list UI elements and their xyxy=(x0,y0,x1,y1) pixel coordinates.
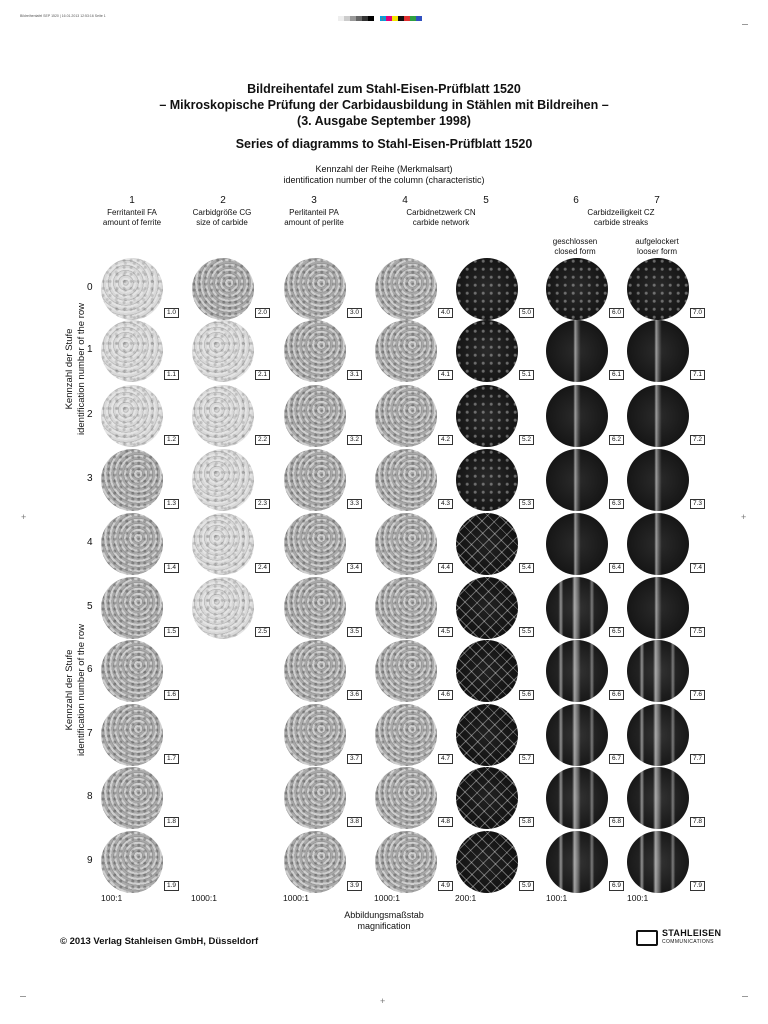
micrograph-label: 5.0 xyxy=(519,308,534,318)
micrograph-label: 7.9 xyxy=(690,881,705,891)
magnification-6: 100:1 xyxy=(546,893,568,903)
row-number-5: 5 xyxy=(87,601,93,612)
micrograph-7.4 xyxy=(627,513,689,575)
print-info: Bildreihentafel SEP 1520 | 16.01.2013 12:53:16 Seite 1 xyxy=(20,14,106,18)
micrograph-1.4 xyxy=(101,513,163,575)
micrograph-label: 1.1 xyxy=(164,370,179,380)
column-label-2: Carbidgröße CG size of carbide xyxy=(192,208,252,227)
micrograph-3.6 xyxy=(284,640,346,702)
subcolumn-looser: aufgelockert looser form xyxy=(635,237,679,256)
micrograph-label: 6.5 xyxy=(609,627,624,637)
row-number-6: 6 xyxy=(87,664,93,675)
micrograph-label: 1.2 xyxy=(164,435,179,445)
micrograph-label: 7.8 xyxy=(690,817,705,827)
micrograph-label: 7.0 xyxy=(690,308,705,318)
column-label-6: Carbidzeiligkeit CZ carbide streaks xyxy=(587,208,655,227)
micrograph-2.1 xyxy=(192,320,254,382)
micrograph-3.3 xyxy=(284,449,346,511)
micrograph-label: 4.9 xyxy=(438,881,453,891)
micrograph-7.6 xyxy=(627,640,689,702)
magnification-caption: Abbildungsmaßstab magnification xyxy=(344,910,424,931)
column-number-2: 2 xyxy=(220,195,226,206)
row-axis-label-top: Kennzahl der Stufe identification number of the row xyxy=(64,302,87,436)
micrograph-label: 6.7 xyxy=(609,754,624,764)
micrograph-7.7 xyxy=(627,704,689,766)
row-number-1: 1 xyxy=(87,344,93,355)
micrograph-3.8 xyxy=(284,767,346,829)
micrograph-label: 3.9 xyxy=(347,881,362,891)
title-line1: Bildreihentafel zum Stahl-Eisen-Prüfblatt 1520 xyxy=(247,82,521,96)
micrograph-label: 3.3 xyxy=(347,499,362,509)
micrograph-5.5 xyxy=(456,577,518,639)
micrograph-6.2 xyxy=(546,385,608,447)
micrograph-7.2 xyxy=(627,385,689,447)
micrograph-label: 5.9 xyxy=(519,881,534,891)
micrograph-6.1 xyxy=(546,320,608,382)
crop-mark xyxy=(742,24,748,25)
micrograph-label: 4.3 xyxy=(438,499,453,509)
micrograph-label: 1.8 xyxy=(164,817,179,827)
micrograph-label: 4.8 xyxy=(438,817,453,827)
micrograph-4.2 xyxy=(375,385,437,447)
micrograph-label: 4.5 xyxy=(438,627,453,637)
crop-mark xyxy=(742,996,748,997)
micrograph-label: 6.6 xyxy=(609,690,624,700)
row-number-4: 4 xyxy=(87,537,93,548)
micrograph-7.9 xyxy=(627,831,689,893)
micrograph-4.6 xyxy=(375,640,437,702)
subtitle-en: identification number of the column (characteristic) xyxy=(283,175,485,185)
magnification-4: 1000:1 xyxy=(374,893,400,903)
stahleisen-logo: STAHLEISEN COMMUNICATIONS xyxy=(636,929,721,947)
title-line2: – Mikroskopische Prüfung der Carbidausbildung in Stählen mit Bildreihen – xyxy=(159,98,609,112)
micrograph-label: 5.5 xyxy=(519,627,534,637)
micrograph-6.8 xyxy=(546,767,608,829)
column-number-1: 1 xyxy=(129,195,135,206)
subtitle-de: Kennzahl der Reihe (Merkmalsart) xyxy=(315,164,453,174)
micrograph-4.8 xyxy=(375,767,437,829)
micrograph-label: 4.6 xyxy=(438,690,453,700)
micrograph-1.3 xyxy=(101,449,163,511)
micrograph-6.0 xyxy=(546,258,608,320)
micrograph-2.5 xyxy=(192,577,254,639)
micrograph-label: 7.1 xyxy=(690,370,705,380)
micrograph-label: 4.4 xyxy=(438,563,453,573)
micrograph-3.2 xyxy=(284,385,346,447)
micrograph-5.9 xyxy=(456,831,518,893)
micrograph-7.8 xyxy=(627,767,689,829)
logo-mark-icon xyxy=(636,930,658,946)
micrograph-5.7 xyxy=(456,704,518,766)
micrograph-label: 1.3 xyxy=(164,499,179,509)
micrograph-label: 3.1 xyxy=(347,370,362,380)
micrograph-label: 2.1 xyxy=(255,370,270,380)
micrograph-label: 5.8 xyxy=(519,817,534,827)
magnification-7: 100:1 xyxy=(627,893,649,903)
micrograph-3.5 xyxy=(284,577,346,639)
micrograph-label: 7.5 xyxy=(690,627,705,637)
micrograph-label: 5.4 xyxy=(519,563,534,573)
micrograph-7.3 xyxy=(627,449,689,511)
column-label-1: Ferritanteil FA amount of ferrite xyxy=(102,208,162,227)
row-axis-label-bottom: Kennzahl der Stufe identification number of the row xyxy=(64,623,87,757)
micrograph-3.0 xyxy=(284,258,346,320)
micrograph-4.3 xyxy=(375,449,437,511)
column-number-5: 5 xyxy=(483,195,489,206)
row-number-0: 0 xyxy=(87,282,93,293)
micrograph-6.6 xyxy=(546,640,608,702)
micrograph-label: 7.7 xyxy=(690,754,705,764)
micrograph-1.7 xyxy=(101,704,163,766)
micrograph-label: 6.4 xyxy=(609,563,624,573)
micrograph-5.3 xyxy=(456,449,518,511)
micrograph-label: 6.0 xyxy=(609,308,624,318)
micrograph-label: 1.6 xyxy=(164,690,179,700)
micrograph-6.7 xyxy=(546,704,608,766)
title-en: Series of diagramms to Stahl-Eisen-Prüfblatt 1520 xyxy=(235,137,533,151)
micrograph-1.0 xyxy=(101,258,163,320)
micrograph-label: 5.2 xyxy=(519,435,534,445)
registration-mark-icon: + xyxy=(741,512,747,522)
micrograph-1.9 xyxy=(101,831,163,893)
micrograph-label: 3.7 xyxy=(347,754,362,764)
magnification-5: 200:1 xyxy=(455,893,477,903)
micrograph-label: 3.6 xyxy=(347,690,362,700)
micrograph-label: 4.0 xyxy=(438,308,453,318)
micrograph-4.4 xyxy=(375,513,437,575)
micrograph-label: 6.9 xyxy=(609,881,624,891)
micrograph-label: 6.8 xyxy=(609,817,624,827)
column-number-4: 4 xyxy=(402,195,408,206)
column-label-4: Carbidnetzwerk CN carbide network xyxy=(406,208,476,227)
micrograph-2.4 xyxy=(192,513,254,575)
micrograph-1.6 xyxy=(101,640,163,702)
micrograph-label: 2.0 xyxy=(255,308,270,318)
micrograph-5.2 xyxy=(456,385,518,447)
micrograph-4.5 xyxy=(375,577,437,639)
micrograph-7.1 xyxy=(627,320,689,382)
row-number-7: 7 xyxy=(87,728,93,739)
micrograph-label: 2.2 xyxy=(255,435,270,445)
row-number-3: 3 xyxy=(87,473,93,484)
micrograph-6.3 xyxy=(546,449,608,511)
micrograph-1.2 xyxy=(101,385,163,447)
micrograph-label: 1.5 xyxy=(164,627,179,637)
micrograph-2.0 xyxy=(192,258,254,320)
micrograph-label: 3.0 xyxy=(347,308,362,318)
micrograph-5.6 xyxy=(456,640,518,702)
micrograph-label: 3.4 xyxy=(347,563,362,573)
micrograph-label: 6.3 xyxy=(609,499,624,509)
column-label-3: Perlitanteil PA amount of perlite xyxy=(284,208,344,227)
micrograph-4.9 xyxy=(375,831,437,893)
micrograph-3.4 xyxy=(284,513,346,575)
micrograph-4.1 xyxy=(375,320,437,382)
column-number-7: 7 xyxy=(654,195,660,206)
registration-mark-icon: + xyxy=(21,512,27,522)
micrograph-label: 4.1 xyxy=(438,370,453,380)
micrograph-label: 1.9 xyxy=(164,881,179,891)
micrograph-7.5 xyxy=(627,577,689,639)
micrograph-6.4 xyxy=(546,513,608,575)
micrograph-2.2 xyxy=(192,385,254,447)
micrograph-label: 5.1 xyxy=(519,370,534,380)
micrograph-6.9 xyxy=(546,831,608,893)
micrograph-label: 1.0 xyxy=(164,308,179,318)
micrograph-label: 2.5 xyxy=(255,627,270,637)
magnification-1: 100:1 xyxy=(101,893,123,903)
micrograph-5.0 xyxy=(456,258,518,320)
micrograph-label: 6.2 xyxy=(609,435,624,445)
micrograph-label: 7.4 xyxy=(690,563,705,573)
micrograph-label: 4.7 xyxy=(438,754,453,764)
micrograph-4.0 xyxy=(375,258,437,320)
micrograph-label: 2.4 xyxy=(255,563,270,573)
row-number-8: 8 xyxy=(87,791,93,802)
micrograph-label: 1.4 xyxy=(164,563,179,573)
micrograph-label: 3.2 xyxy=(347,435,362,445)
micrograph-4.7 xyxy=(375,704,437,766)
micrograph-1.1 xyxy=(101,320,163,382)
micrograph-3.9 xyxy=(284,831,346,893)
copyright: © 2013 Verlag Stahleisen GmbH, Düsseldorf xyxy=(60,936,259,947)
micrograph-label: 2.3 xyxy=(255,499,270,509)
column-number-6: 6 xyxy=(573,195,579,206)
micrograph-label: 7.3 xyxy=(690,499,705,509)
column-number-3: 3 xyxy=(311,195,317,206)
magnification-3: 1000:1 xyxy=(283,893,309,903)
micrograph-1.5 xyxy=(101,577,163,639)
magnification-2: 1000:1 xyxy=(191,893,217,903)
micrograph-6.5 xyxy=(546,577,608,639)
micrograph-7.0 xyxy=(627,258,689,320)
registration-mark-icon: + xyxy=(380,996,386,1006)
row-number-9: 9 xyxy=(87,855,93,866)
micrograph-label: 6.1 xyxy=(609,370,624,380)
micrograph-3.1 xyxy=(284,320,346,382)
micrograph-label: 5.7 xyxy=(519,754,534,764)
registration-mark-icon: + xyxy=(380,14,386,24)
micrograph-5.1 xyxy=(456,320,518,382)
title-line3: (3. Ausgabe September 1998) xyxy=(297,114,471,128)
micrograph-label: 1.7 xyxy=(164,754,179,764)
row-number-2: 2 xyxy=(87,409,93,420)
micrograph-3.7 xyxy=(284,704,346,766)
micrograph-label: 3.8 xyxy=(347,817,362,827)
micrograph-2.3 xyxy=(192,449,254,511)
micrograph-label: 4.2 xyxy=(438,435,453,445)
micrograph-label: 7.6 xyxy=(690,690,705,700)
micrograph-label: 3.5 xyxy=(347,627,362,637)
crop-mark xyxy=(20,996,26,997)
micrograph-label: 5.3 xyxy=(519,499,534,509)
micrograph-1.8 xyxy=(101,767,163,829)
subcolumn-closed: geschlossen closed form xyxy=(552,237,598,256)
micrograph-label: 7.2 xyxy=(690,435,705,445)
micrograph-5.4 xyxy=(456,513,518,575)
micrograph-label: 5.6 xyxy=(519,690,534,700)
micrograph-5.8 xyxy=(456,767,518,829)
